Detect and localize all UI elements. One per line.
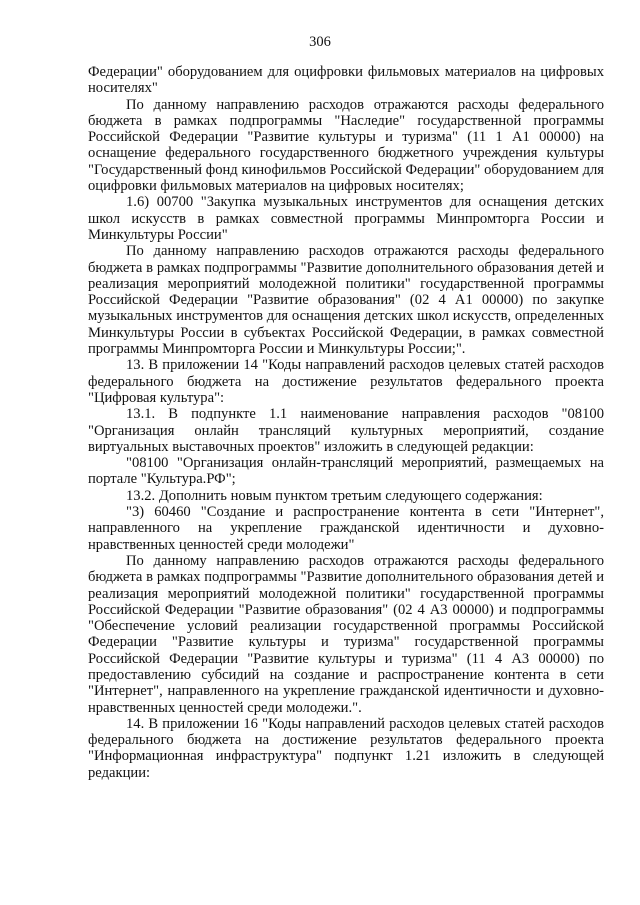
paragraph-9: "3) 60460 "Создание и распространение контента в сети "Интернет", направленного на укрепление гражданской идентичности и духовно-нравственных ценностей среди молодежи" [88, 504, 604, 553]
paragraph-3: 1.6) 00700 "Закупка музыкальных инструментов для оснащения детских школ искусств в рамках совместной программы Минпромторга России и Минкультуры России" [88, 194, 604, 243]
page-number: 306 [309, 34, 331, 50]
paragraph-10: По данному направлению расходов отражаются расходы федерального бюджета в рамках подпрограммы "Развитие дополнительного образования детей и реализация мероприятий молодежной политики" государственной программы Российской Федерации "Развитие образования" (02 4 А3 00000) и подпрограммы "Обеспечение условий реализации государственной программы Российской Федерации "Развитие культуры и туризма" государственной программы Российской Федерации "Развитие культуры и туризма" (11 4 А3 00000) по предоставлению субсидий на создание и распространение контента в сети "Интернет", направленного на укрепление гражданской идентичности и духовно-нравственных ценностей среди молодежи.". [88, 552, 604, 716]
paragraph-8: 13.2. Дополнить новым пунктом третьим следующего содержания: [126, 487, 543, 504]
paragraph-4: По данному направлению расходов отражаются расходы федерального бюджета в рамках подпрограммы "Развитие дополнительного образования детей и реализация мероприятий молодежной политики" государственной программы Российской Федерации "Развитие образования" (02 4 А1 00000) по закупке музыкальных инструментов для оснащения детских школ искусств, определенных Минкультуры России в субъектах Российской Федерации, в рамках совместной программы Минпромторга России и Минкультуры России;". [88, 243, 604, 358]
paragraph-11: 14. В приложении 16 "Коды направлений расходов целевых статей расходов федерального бюджета на достижение результатов федерального проекта "Информационная инфраструктура" подпункт 1.21 изложить в следующей редакции: [88, 715, 604, 781]
document-body [88, 64, 604, 781]
paragraph-5: 13. В приложении 14 "Коды направлений расходов целевых статей расходов федерального бюджета на достижение результатов федерального проекта "Цифровая культура": [88, 357, 604, 406]
paragraph-7: "08100 "Организация онлайн-трансляций мероприятий, размещаемых на портале "Культура.РФ"; [88, 455, 604, 488]
paragraph-2: По данному направлению расходов отражаются расходы федерального бюджета в рамках подпрограммы "Наследие" государственной программы Российской Федерации "Развитие культуры и туризма" (11 1 А1 00000) на оснащение федерального государственного бюджетного учреждения культуры "Государственный фонд кинофильмов Российской Федерации" оборудованием для оцифровки фильмовых материалов на цифровых носителях; [88, 96, 604, 195]
paragraph-6: 13.1. В подпункте 1.1 наименование направления расходов "08100 "Организация онлайн трансляций культурных мероприятий, создание виртуальных выставочных проектов" изложить в следующей редакции: [88, 406, 604, 455]
paragraph-1: Федерации" оборудованием для оцифровки фильмовых материалов на цифровых носителях" [88, 64, 604, 97]
